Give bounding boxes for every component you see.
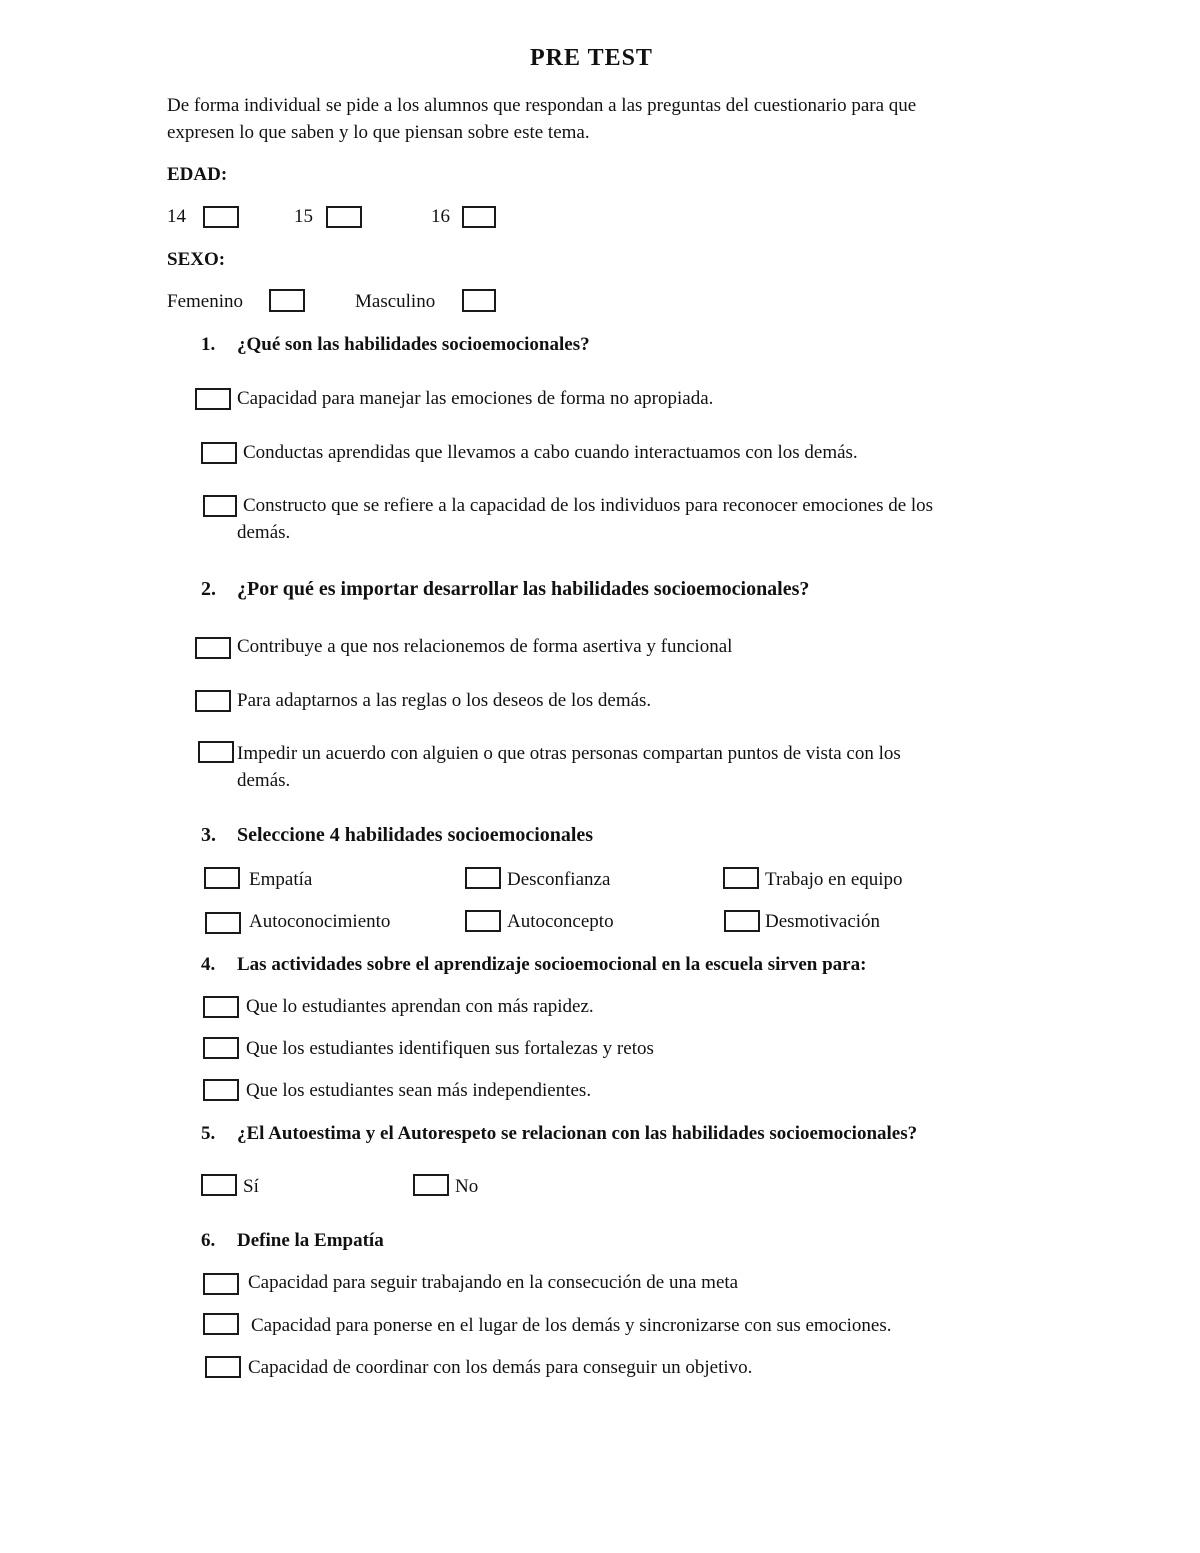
q6-option-a-label: Capacidad para seguir trabajando en la consecución de una meta — [248, 1272, 739, 1293]
q4-option-c-checkbox[interactable] — [203, 1079, 239, 1101]
question-4-text: Las actividades sobre el aprendizaje socioemocional en la escuela sirven para: — [237, 954, 867, 975]
intro-line-2: expresen lo que saben y lo que piensan sobre este tema. — [167, 122, 590, 143]
question-4-number: 4. — [201, 954, 216, 975]
q2-option-c-label: Impedir un acuerdo con alguien o que otras personas compartan puntos de vista con los — [237, 743, 901, 764]
question-6-number: 6. — [201, 1230, 216, 1251]
q1-option-c-label: Constructo que se refiere a la capacidad de los individuos para reconocer emociones de los — [243, 495, 934, 516]
question-1-number: 1. — [201, 334, 216, 355]
q6-option-c-checkbox[interactable] — [205, 1356, 241, 1378]
q6-option-b-checkbox[interactable] — [203, 1313, 239, 1335]
q4-option-c-label: Que los estudiantes sean más independientes. — [246, 1080, 592, 1101]
question-5-number: 5. — [201, 1123, 216, 1144]
q3-autoconcepto-checkbox[interactable] — [465, 910, 501, 932]
question-2-number: 2. — [201, 578, 216, 600]
q4-option-a-checkbox[interactable] — [203, 996, 239, 1018]
edad-16-checkbox[interactable] — [462, 206, 496, 228]
q2-option-b-checkbox[interactable] — [195, 690, 231, 712]
q3-desconfianza-checkbox[interactable] — [465, 867, 501, 889]
edad-option-16-label: 16 — [431, 206, 450, 227]
q3-trabajo-equipo-label: Trabajo en equipo — [765, 869, 903, 890]
page-title: PRE TEST — [530, 45, 653, 71]
q5-no-checkbox[interactable] — [413, 1174, 449, 1196]
q6-option-c-label: Capacidad de coordinar con los demás para conseguir un objetivo. — [248, 1357, 753, 1378]
sexo-label: SEXO: — [167, 249, 226, 270]
question-3-number: 3. — [201, 824, 216, 846]
q4-option-a-label: Que lo estudiantes aprendan con más rapidez. — [246, 996, 594, 1017]
q3-desmotivacion-checkbox[interactable] — [724, 910, 760, 932]
q5-si-checkbox[interactable] — [201, 1174, 237, 1196]
q1-option-a-checkbox[interactable] — [195, 388, 231, 410]
q3-desmotivacion-label: Desmotivación — [765, 911, 881, 932]
question-6-text: Define la Empatía — [237, 1230, 384, 1251]
edad-15-checkbox[interactable] — [326, 206, 362, 228]
q3-empatia-checkbox[interactable] — [204, 867, 240, 889]
q1-option-b-checkbox[interactable] — [201, 442, 237, 464]
edad-label: EDAD: — [167, 164, 228, 185]
q4-option-b-label: Que los estudiantes identifiquen sus fortalezas y retos — [246, 1038, 654, 1059]
q6-option-b-label: Capacidad para ponerse en el lugar de los demás y sincronizarse con sus emociones. — [251, 1315, 892, 1336]
q2-option-c-label-cont: demás. — [237, 770, 291, 791]
edad-option-14-label: 14 — [167, 206, 186, 227]
sexo-femenino-checkbox[interactable] — [269, 289, 305, 312]
q4-option-b-checkbox[interactable] — [203, 1037, 239, 1059]
q1-option-c-checkbox[interactable] — [203, 495, 237, 517]
question-3-text: Seleccione 4 habilidades socioemocionales — [237, 824, 594, 846]
q2-option-c-checkbox[interactable] — [198, 741, 234, 763]
q3-autoconocimiento-label: Autoconocimiento — [249, 911, 391, 932]
q2-option-b-label: Para adaptarnos a las reglas o los deseos de los demás. — [237, 690, 652, 711]
q2-option-a-label: Contribuye a que nos relacionemos de forma asertiva y funcional — [237, 636, 733, 657]
q3-autoconcepto-label: Autoconcepto — [507, 911, 614, 932]
q3-trabajo-equipo-checkbox[interactable] — [723, 867, 759, 889]
sexo-masculino-checkbox[interactable] — [462, 289, 496, 312]
q2-option-a-checkbox[interactable] — [195, 637, 231, 659]
edad-option-15-label: 15 — [294, 206, 313, 227]
question-1-text: ¿Qué son las habilidades socioemocionales? — [237, 334, 590, 355]
q1-option-b-label: Conductas aprendidas que llevamos a cabo cuando interactuamos con los demás. — [243, 442, 858, 463]
q1-option-a-label: Capacidad para manejar las emociones de forma no apropiada. — [237, 388, 714, 409]
edad-14-checkbox[interactable] — [203, 206, 239, 228]
question-5-text: ¿El Autoestima y el Autorespeto se relacionan con las habilidades socioemocionales? — [237, 1123, 918, 1144]
intro-line-1: De forma individual se pide a los alumnos que respondan a las preguntas del cuestionario para que — [167, 95, 917, 116]
sexo-masculino-label: Masculino — [355, 291, 436, 312]
q6-option-a-checkbox[interactable] — [203, 1273, 239, 1295]
q3-desconfianza-label: Desconfianza — [507, 869, 611, 890]
q3-autoconocimiento-checkbox[interactable] — [205, 912, 241, 934]
question-2-text: ¿Por qué es importar desarrollar las habilidades socioemocionales? — [237, 578, 810, 600]
q1-option-c-label-cont: demás. — [237, 522, 291, 543]
q3-empatia-label: Empatía — [249, 869, 313, 890]
q5-si-label: Sí — [243, 1176, 259, 1197]
sexo-femenino-label: Femenino — [167, 291, 243, 312]
q5-no-label: No — [455, 1176, 479, 1197]
